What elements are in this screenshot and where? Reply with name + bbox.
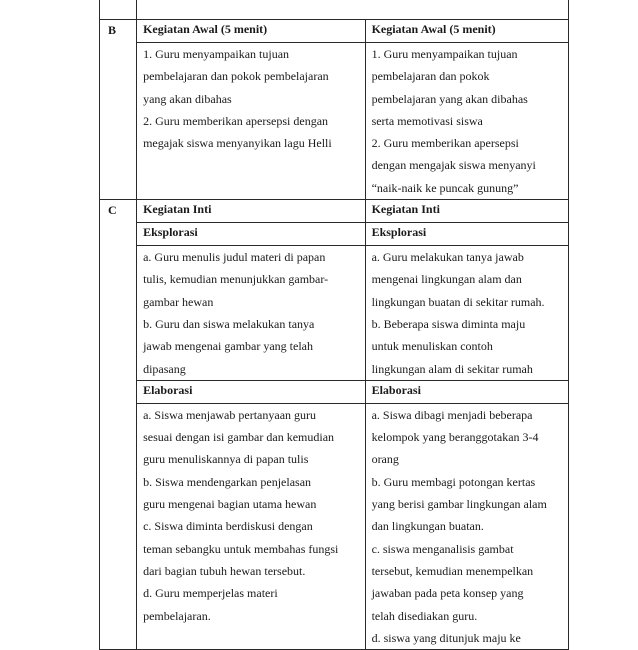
text-line: 2. Guru memberikan apersepsi dengan: [143, 113, 329, 128]
text-line: pembelajaran.: [143, 608, 211, 623]
lesson-plan-table: [99, 0, 569, 650]
text-line: orang: [371, 452, 399, 467]
cell-empty: [137, 0, 569, 20]
section-b-heading-a: Kegiatan Awal (5 menit): [137, 20, 365, 43]
text-line: b. Beberapa siswa diminta maju: [371, 316, 526, 331]
text-line: guru mengenai bagian utama hewan: [143, 497, 317, 512]
text-line: a. Siswa menjawab pertanyaan guru: [143, 407, 317, 422]
text-line: dari bagian tubuh hewan tersebut.: [143, 563, 306, 578]
text-line: gambar hewan: [143, 294, 214, 309]
section-b-heading-b: Kegiatan Awal (5 menit): [365, 20, 568, 43]
text-line: c. siswa menganalisis gambat: [371, 541, 514, 556]
text-line: telah disediakan guru.: [371, 608, 478, 623]
text-line: lingkungan alam di sekitar rumah: [371, 361, 533, 376]
text-line: mengenai lingkungan alam dan: [371, 272, 522, 287]
text-line: d. siswa yang ditunjuk maju ke: [371, 630, 521, 645]
table-row-elaborasi-label: [100, 380, 569, 403]
table-row-eksplorasi-label: [100, 223, 569, 246]
text-line: lingkungan buatan di sekitar rumah.: [371, 294, 545, 309]
text-line: a. Guru menulis judul materi di papan: [143, 250, 326, 265]
text-line: “naik-naik ke puncak gunung”: [371, 180, 519, 195]
text-line: pembelajaran dan pokok: [371, 69, 490, 84]
table-row-elaborasi-content: [100, 403, 569, 649]
text-line: b. Guru membagi potongan kertas: [371, 474, 536, 489]
elaborasi-label-b: Elaborasi: [365, 380, 568, 403]
text-line: serta memotivasi siswa: [371, 113, 483, 128]
section-c-heading-a: Kegiatan Inti: [137, 200, 365, 223]
text-line: untuk menuliskan contoh: [371, 339, 493, 354]
text-line: guru menuliskannya di papan tulis: [143, 452, 309, 467]
text-line: sesuai dengan isi gambar dan kemudian: [143, 430, 335, 445]
text-line: jawaban pada peta konsep yang: [371, 586, 524, 601]
elaborasi-content-b: [365, 403, 568, 649]
text-line: dan lingkungan buatan.: [371, 519, 484, 534]
eksplorasi-label-a: Eksplorasi: [137, 223, 365, 246]
table-row-section-b-heading: [100, 20, 569, 43]
text-line: dengan mengajak siswa menyanyi: [371, 158, 536, 173]
text-line: a. Siswa dibagi menjadi beberapa: [371, 407, 533, 422]
elaborasi-label-a: Elaborasi: [137, 380, 365, 403]
elaborasi-content-a: [137, 403, 365, 649]
eksplorasi-content-a: [137, 246, 365, 381]
text-line: pembelajaran yang akan dibahas: [371, 91, 528, 106]
table-row-top-partial: [100, 0, 569, 20]
section-code-b: B: [100, 20, 137, 200]
text-line: 1. Guru menyampaikan tujuan: [143, 47, 290, 61]
text-line: tersebut, kemudian menempelkan: [371, 563, 534, 578]
text-line: a. Guru melakukan tanya jawab: [371, 250, 524, 265]
text-line: d. Guru memperjelas materi: [143, 586, 278, 601]
text-line: yang akan dibahas: [143, 91, 232, 106]
text-line: 1. Guru menyampaikan tujuan: [371, 47, 518, 61]
section-c-heading-b: Kegiatan Inti: [365, 200, 568, 223]
eksplorasi-content-b: [365, 246, 568, 381]
text-line: yang berisi gambar lingkungan alam: [371, 497, 547, 512]
text-line: pembelajaran dan pokok pembelajaran: [143, 69, 329, 84]
eksplorasi-label-b: Eksplorasi: [365, 223, 568, 246]
text-line: kelompok yang beranggotakan 3-4: [371, 430, 539, 445]
text-line: b. Siswa mendengarkan penjelasan: [143, 474, 312, 489]
table-row-eksplorasi-content: [100, 246, 569, 381]
table-row-section-b-content: [100, 43, 569, 200]
section-b-content-a: [137, 43, 365, 200]
text-line: dipasang: [143, 361, 186, 376]
section-code-c: C: [100, 200, 137, 650]
text-line: megajak siswa menyanyikan lagu Helli: [143, 136, 332, 151]
section-b-content-b: [365, 43, 568, 200]
text-line: 2. Guru memberikan apersepsi: [371, 136, 519, 151]
text-line: teman sebangku untuk membahas fungsi: [143, 541, 339, 556]
text-line: tulis, kemudian menunjukkan gambar-: [143, 272, 329, 287]
cell-empty: [100, 0, 137, 20]
table-row-section-c-heading: [100, 200, 569, 223]
text-line: jawab mengenai gambar yang telah: [143, 339, 314, 354]
text-line: b. Guru dan siswa melakukan tanya: [143, 316, 315, 331]
text-line: c. Siswa diminta berdiskusi dengan: [143, 519, 313, 534]
